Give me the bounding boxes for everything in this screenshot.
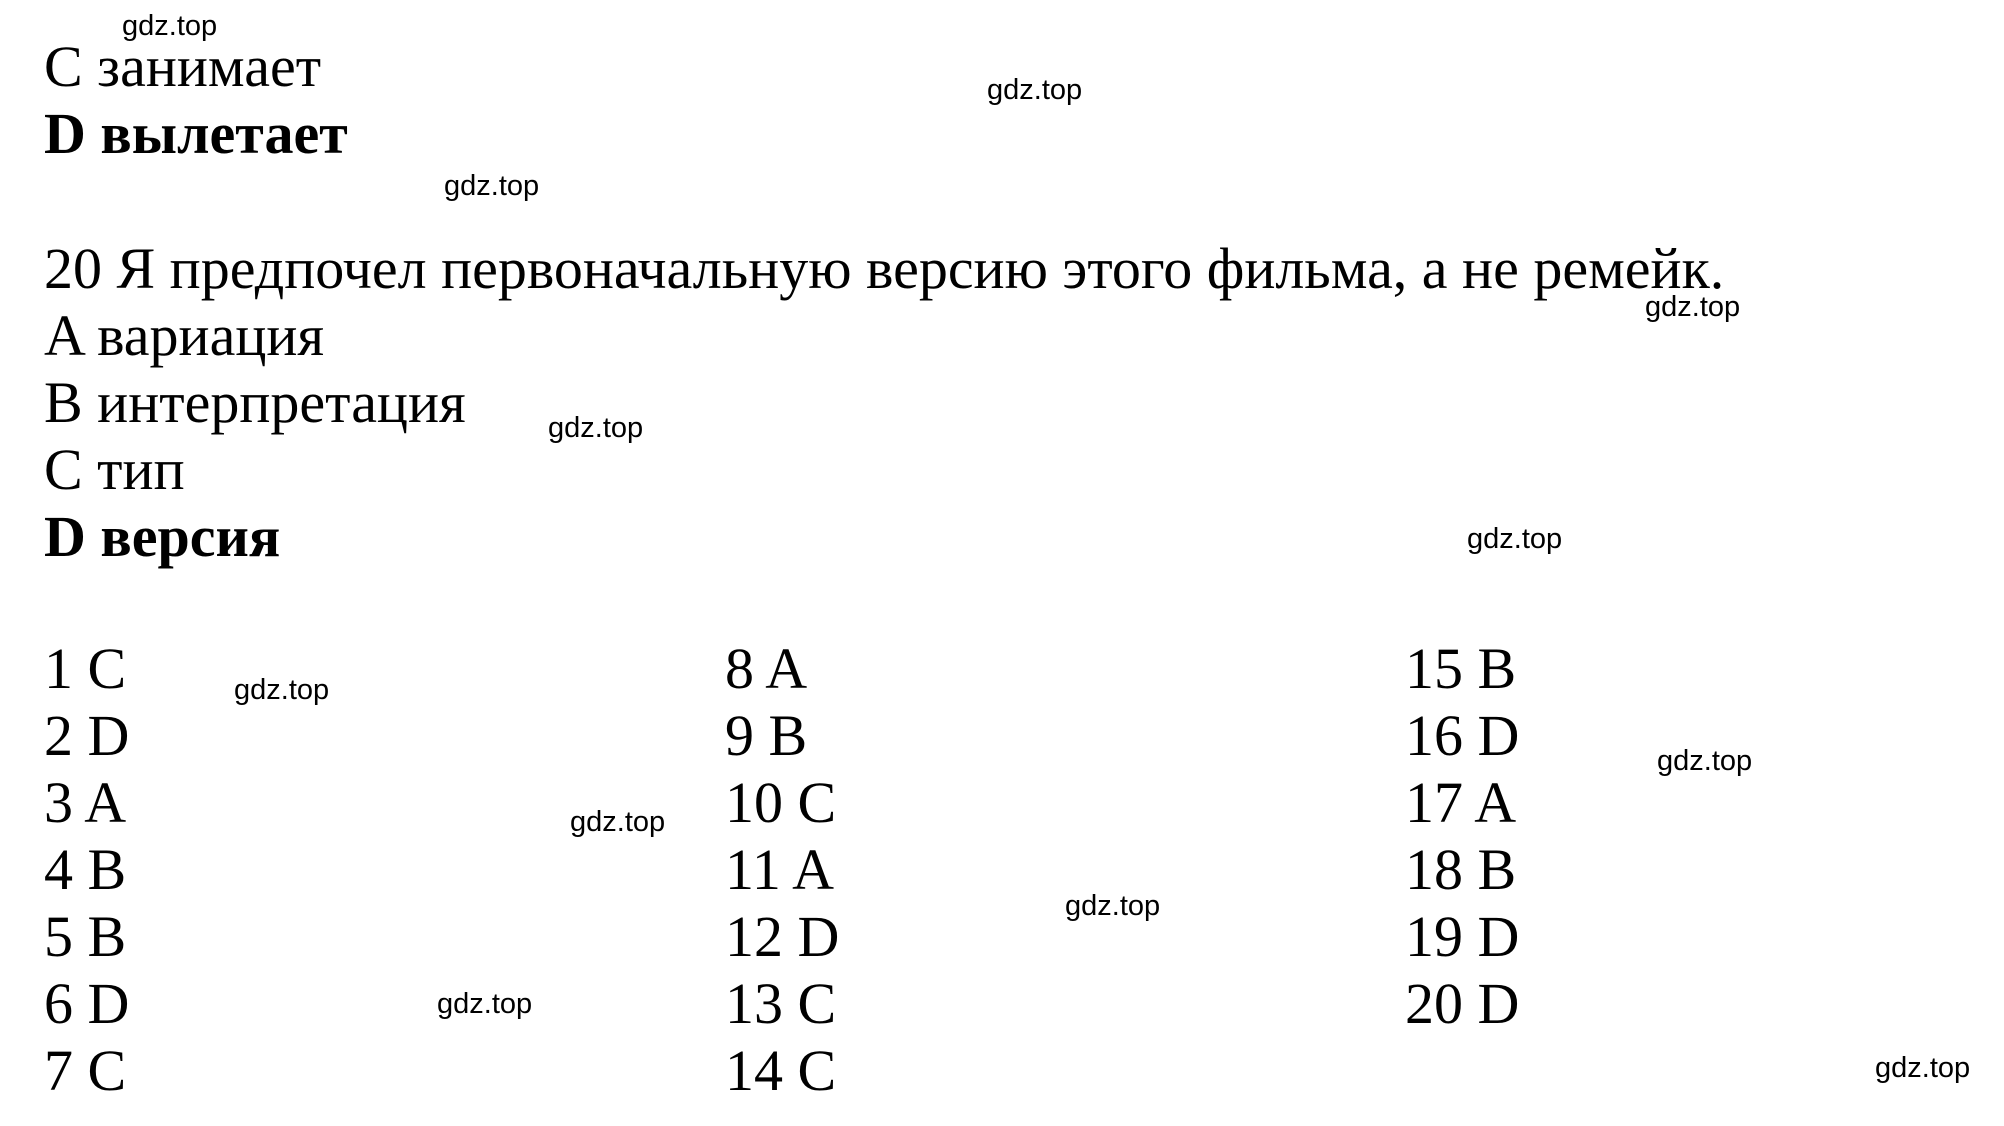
answer-key-item: 4 B (44, 837, 127, 902)
answer-key-item: 12 D (725, 904, 840, 969)
answer-key-item: 16 D (1405, 703, 1520, 768)
watermark-text: gdz.top (234, 674, 330, 706)
watermark-text: gdz.top (548, 412, 644, 444)
prev-option-d-correct: D вылетает (44, 101, 348, 166)
answer-key-item: 9 B (725, 703, 808, 768)
answer-key-item: 7 C (44, 1038, 127, 1103)
q20-option-a: A вариация (44, 303, 325, 368)
watermark-text: gdz.top (570, 806, 666, 838)
q20-option-d-correct: D версия (44, 504, 281, 569)
watermark-text: gdz.top (437, 988, 533, 1020)
answer-key-item: 20 D (1405, 971, 1520, 1036)
question-20-text: 20 Я предпочел первоначальную версию этого фильма, а не ремейк. (44, 236, 1725, 301)
watermark-text: gdz.top (1645, 291, 1741, 323)
answer-key-item: 14 C (725, 1038, 837, 1103)
watermark-text: gdz.top (987, 74, 1083, 106)
answer-key-item: 13 C (725, 971, 837, 1036)
prev-option-c: C занимает (44, 34, 322, 99)
answer-key-item: 19 D (1405, 904, 1520, 969)
answer-key-item: 11 A (725, 837, 835, 902)
q20-option-b: B интерпретация (44, 370, 466, 435)
answer-key-item: 2 D (44, 703, 130, 768)
answer-key-item: 3 A (44, 770, 127, 835)
answer-key-item: 6 D (44, 971, 130, 1036)
q20-option-c: C тип (44, 437, 185, 502)
answer-key-item: 17 A (1405, 770, 1517, 835)
answer-key-item: 5 B (44, 904, 127, 969)
watermark-text: gdz.top (1065, 890, 1161, 922)
answer-key-item: 10 C (725, 770, 837, 835)
watermark-text: gdz.top (1875, 1052, 1971, 1084)
answer-key-item: 8 A (725, 636, 808, 701)
watermark-text: gdz.top (1467, 523, 1563, 555)
watermark-text: gdz.top (122, 10, 218, 42)
answer-key-item: 1 C (44, 636, 127, 701)
watermark-text: gdz.top (444, 170, 540, 202)
answer-key-item: 18 B (1405, 837, 1517, 902)
watermark-text: gdz.top (1657, 745, 1753, 777)
answer-key-item: 15 B (1405, 636, 1517, 701)
